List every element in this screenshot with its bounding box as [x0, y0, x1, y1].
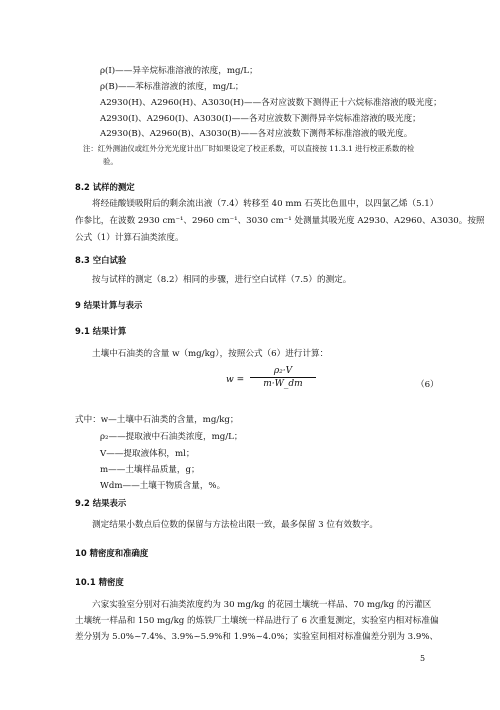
section-10-1-para-line-3: 差分别为 5.0%~7.4%、3.9%~5.9%和 1.9%~4.0%；实验室间相对标准偏差分别为 3.9%、 [75, 632, 439, 642]
formula-lhs: w = [226, 375, 245, 385]
section-8-2-para-line-3: 公式（1）计算石油类浓度。 [75, 233, 184, 243]
definition-m: m——土壤样品质量，g； [100, 465, 200, 475]
definition-a-i: A2930(I)、A2960(I)、A3030(I)——各对应波数下测得异辛烷标准溶液的吸光度； [100, 114, 421, 124]
section-9-title: 9 结果计算与表示 [75, 300, 143, 310]
section-9-2-title: 9.2 结果表示 [75, 498, 127, 508]
definition-rho2: ρ₂——提取液中石油类浓度，mg/L； [100, 432, 243, 442]
section-8-2-para-line-1: 将经硅酸镁吸附后的剩余流出液（7.4）转移至 40 mm 石英比色皿中，以四氯乙烯（5.1） [92, 199, 439, 209]
definition-rho-b: ρ(B)——苯标准溶液的浓度，mg/L； [100, 82, 244, 92]
section-10-1-para-line-2: 土壤统一样品和 150 mg/kg 的炼铁厂土壤统一样品进行了 6 次重复测定，实验室内相对标准偏 [75, 616, 439, 626]
section-8-2-para-line-2: 作参比，在波数 2930 cm⁻¹、2960 cm⁻¹、3030 cm⁻¹ 处测量其吸光度 A2930、A2960、A3030。按照 [75, 216, 485, 226]
formula-numerator: ρ₂·V [250, 366, 316, 378]
section-10-title: 10 精密度和准确度 [75, 548, 149, 558]
definition-wdm: Wdm——土壤干物质含量，%。 [100, 481, 226, 491]
page-number: 5 [420, 654, 426, 663]
section-8-3-para: 按与试样的测定（8.2）相同的步骤，进行空白试样（7.5）的测定。 [92, 275, 352, 285]
formula-denominator: m·W_dm [263, 379, 303, 389]
section-9-1-title: 9.1 结果计算 [75, 326, 127, 336]
formula-fraction [250, 366, 316, 389]
note-line-1: 注：红外测油仪或红外分光光度计出厂时如果设定了校正系数，可以直接按 11.3.1 进行校正系数的检 [83, 144, 415, 153]
definition-v: V——提取液体积，ml； [100, 449, 195, 459]
definition-w: 式中：w—土壤中石油类的含量，mg/kg； [75, 415, 239, 425]
section-10-1-title: 10.1 精密度 [75, 577, 124, 587]
definition-a-b: A2930(B)、A2960(B)、A3030(B)——各对应波数下测得苯标准溶液的吸光度。 [100, 129, 413, 139]
definition-a-h: A2930(H)、A2960(H)、A3030(H)——各对应波数下测得正十六烷标准溶液的吸光度； [100, 98, 442, 108]
equation-number: （6） [416, 380, 439, 390]
note-line-2: 验。 [103, 157, 118, 166]
section-9-1-para: 土壤中石油类的含量 w（mg/kg），按照公式（6）进行计算： [92, 349, 329, 359]
section-10-1-para-line-1: 六家实验室分别对石油类浓度约为 30 mg/kg 的花园土壤统一样品、70 mg/kg 的污灌区 [92, 600, 432, 610]
section-8-3-title: 8.3 空白试验 [75, 255, 127, 265]
section-9-2-para: 测定结果小数点后位数的保留与方法检出限一致，最多保留 3 位有效数字。 [92, 520, 378, 530]
section-8-2-title: 8.2 试样的测定 [75, 182, 135, 192]
definition-rho-i: ρ(I)——异辛烷标准溶液的浓度，mg/L； [100, 66, 258, 76]
